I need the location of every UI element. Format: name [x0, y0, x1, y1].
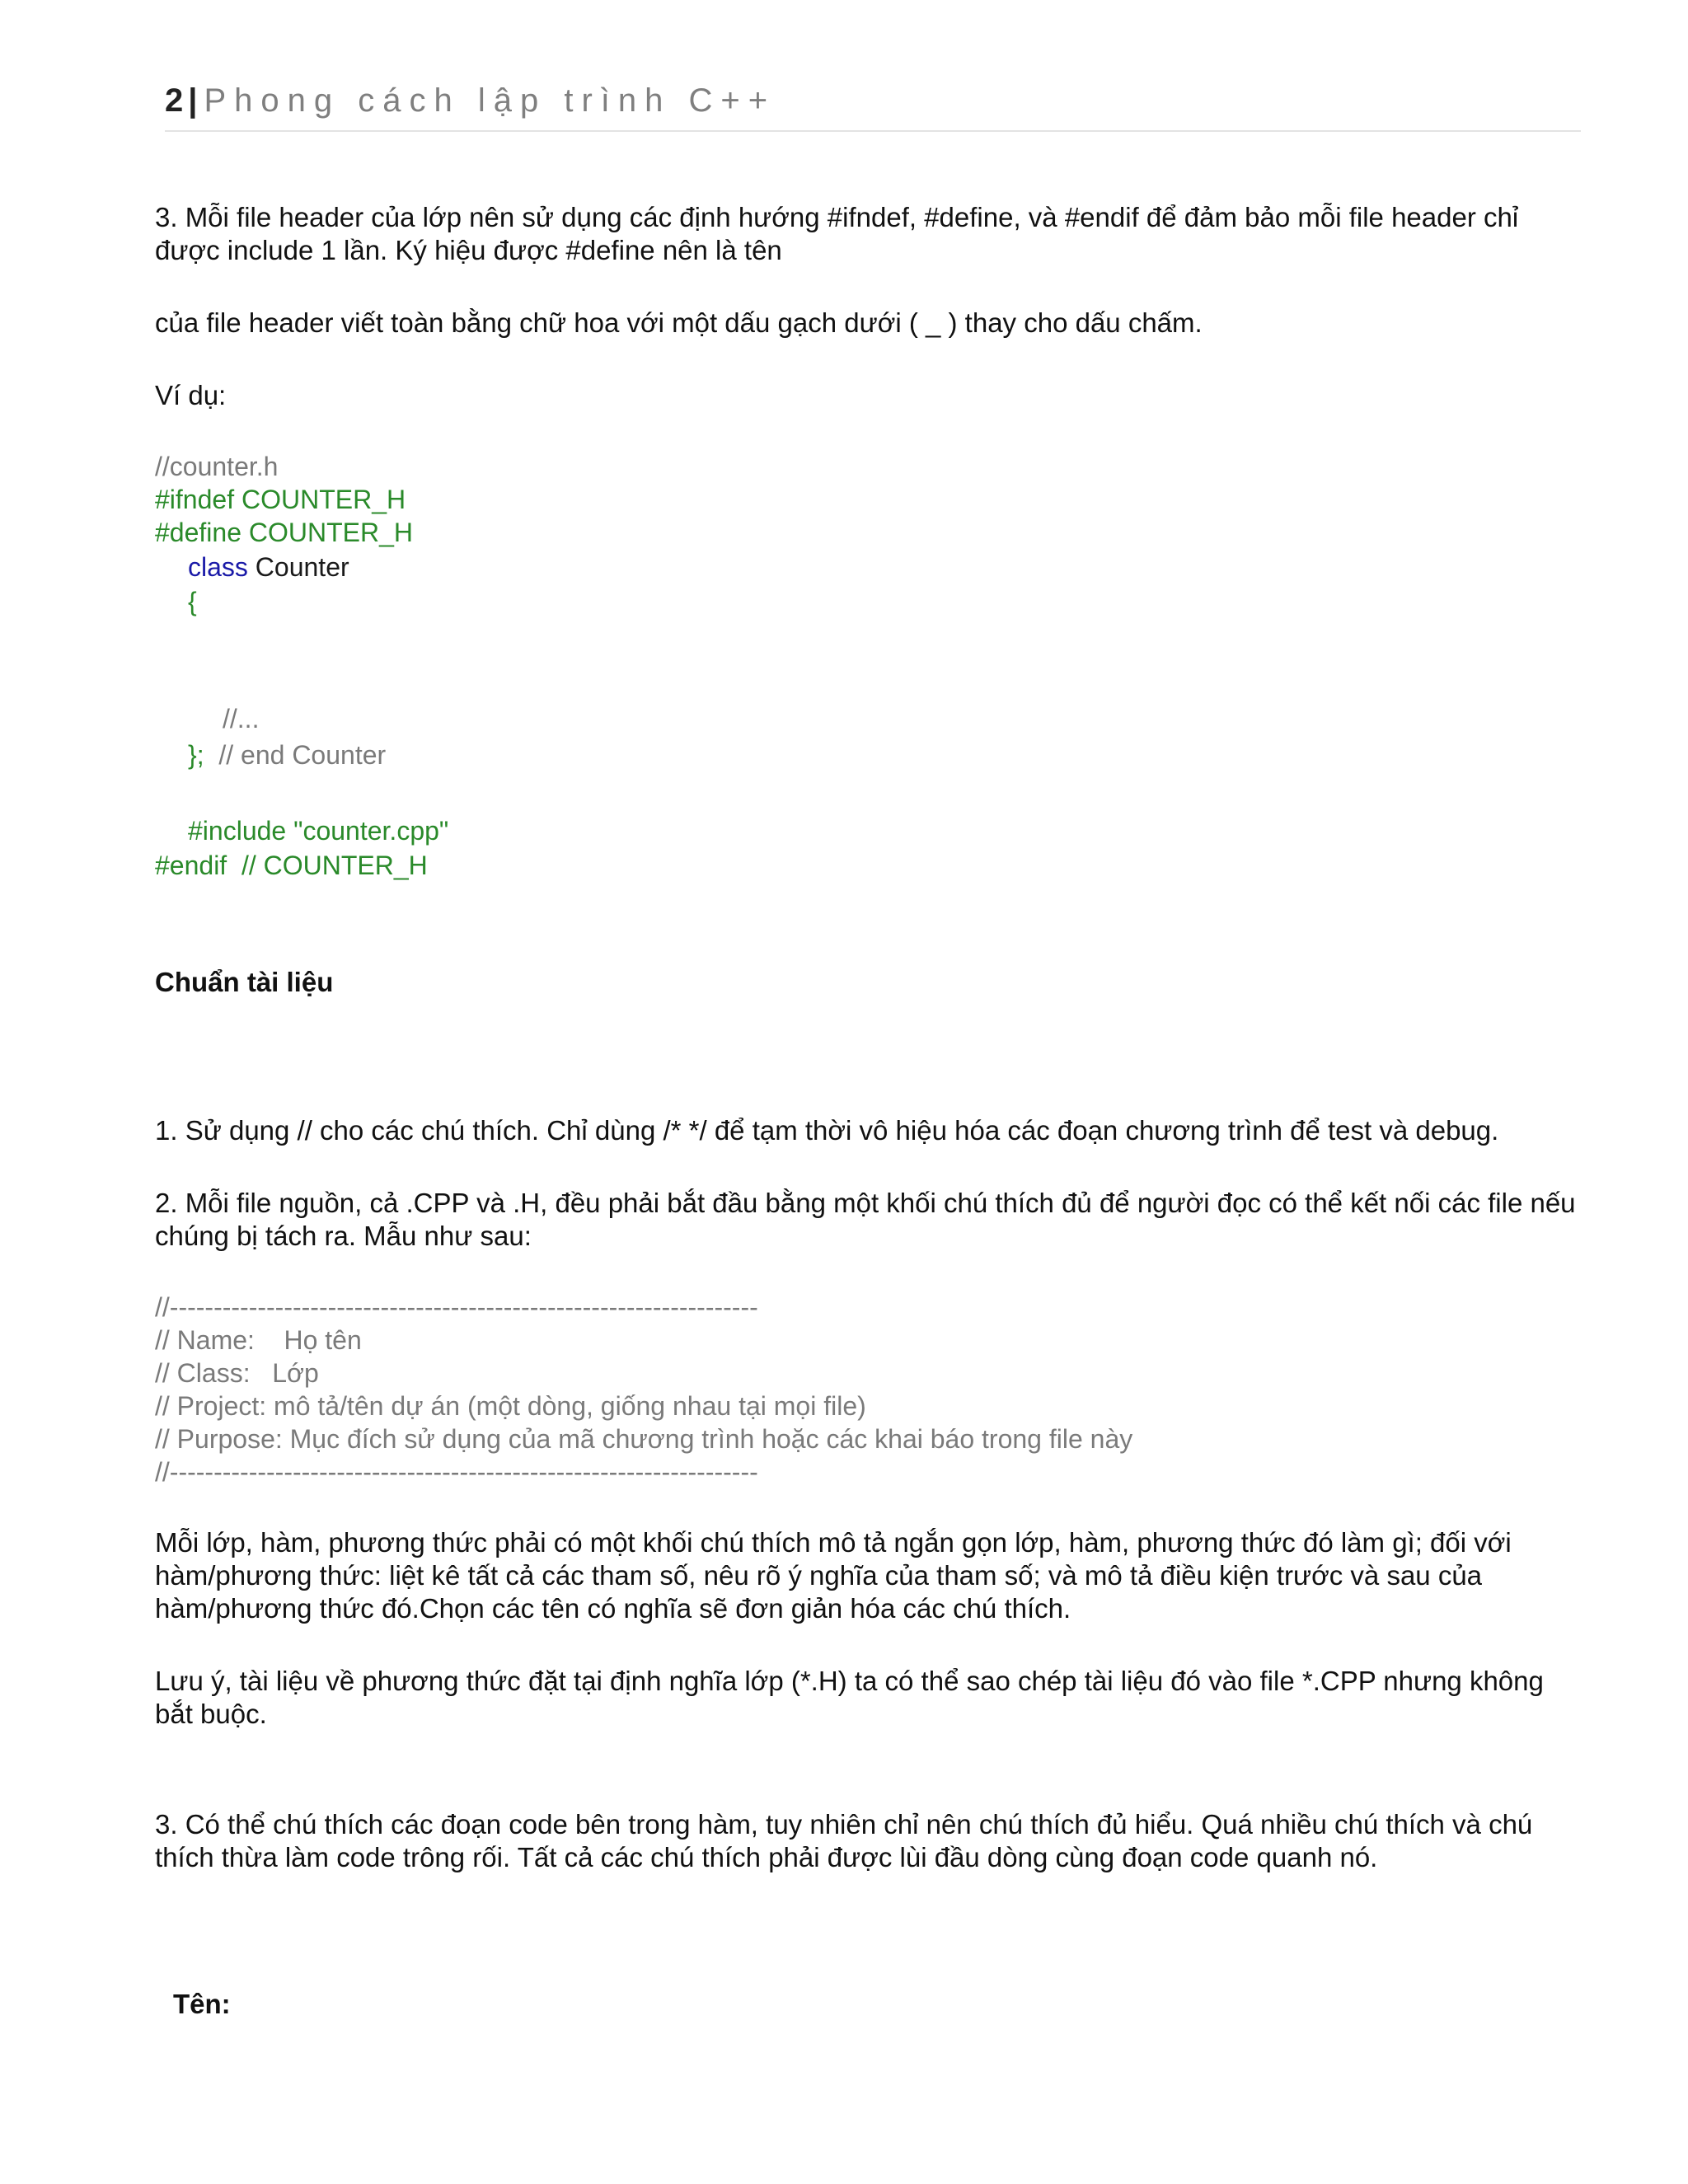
template-purpose-line: // Purpose: Mục đích sử dụng của mã chương trình hoặc các khai báo trong file này [155, 1424, 1133, 1454]
code-line-close-brace [188, 738, 386, 771]
code-line-open-brace: { [188, 587, 197, 616]
item2-line2: chúng bị tách ra. Mẫu như sau: [155, 1221, 532, 1251]
code-line-filename: //counter.h [155, 452, 279, 481]
code-line-ifndef: #ifndef COUNTER_H [155, 485, 406, 514]
code-keyword-class: class [188, 552, 248, 582]
template-project-line: // Project: mô tả/tên dự án (một dòng, giống nhau tại mọi file) [155, 1391, 866, 1421]
code-line-class [188, 551, 349, 583]
code-line-include: #include "counter.cpp" [188, 816, 449, 846]
page-number: 2 [165, 82, 184, 119]
code-line-ellipsis-comment: //... [223, 704, 260, 733]
page-header [165, 82, 1581, 132]
item3-line1: 3. Có thể chú thích các đoạn code bên trong hàm, tuy nhiên chỉ nên chú thích đủ hiểu. Quá nhiều chú thích và chú [155, 1809, 1533, 1840]
code-class-name: Counter [247, 552, 349, 582]
template-rule-bottom: //------------------------------------------------------------------- [155, 1457, 758, 1487]
section-title: Chuẩn tài liệu [155, 967, 334, 997]
para1-line1: 3. Mỗi file header của lớp nên sử dụng các định hướng #ifndef, #define, và #endif để đảm bảo mỗi file header chỉ [155, 202, 1519, 232]
para3-line1: Mỗi lớp, hàm, phương thức phải có một khối chú thích mô tả ngắn gọn lớp, hàm, phương thức đó làm gì; đối với [155, 1527, 1512, 1558]
para4-line2: bắt buộc. [155, 1699, 267, 1729]
header-separator: | [188, 82, 198, 119]
para4-line1: Lưu ý, tài liệu về phương thức đặt tại định nghĩa lớp (*.H) ta có thể sao chép tài liệu đó vào file *.CPP nhưng không [155, 1666, 1544, 1696]
name-label: Tên: [173, 1989, 231, 2019]
template-rule-top: //------------------------------------------------------------------- [155, 1292, 758, 1322]
item1-text: 1. Sử dụng // cho các chú thích. Chỉ dùng /* */ để tạm thời vô hiệu hóa các đoạn chương trình để test và debug. [155, 1115, 1499, 1146]
para1-line2: được include 1 lần. Ký hiệu được #define nên là tên [155, 235, 782, 265]
template-class-line: // Class: Lớp [155, 1358, 319, 1388]
para3-line3: hàm/phương thức đó.Chọn các tên có nghĩa sẽ đơn giản hóa các chú thích. [155, 1593, 1071, 1624]
para1-line3: của file header viết toàn bằng chữ hoa với một dấu gạch dưới ( _ ) thay cho dấu chấm. [155, 307, 1203, 338]
header-title: Phong cách lập trình C++ [204, 82, 776, 119]
example-label: Ví dụ: [155, 380, 227, 410]
code-line-endif: #endif // COUNTER_H [155, 851, 428, 880]
template-name-line: // Name: Họ tên [155, 1325, 362, 1355]
code-close-brace: }; [188, 740, 204, 770]
item3-line2: thích thừa làm code trông rối. Tất cả các chú thích phải được lùi đầu dòng cùng đoạn code quanh nó. [155, 1842, 1378, 1872]
item2-line1: 2. Mỗi file nguồn, cả .CPP và .H, đều phải bắt đầu bằng một khối chú thích đủ để người đọc có thể kết nối các file nếu [155, 1188, 1576, 1218]
code-end-comment: // end Counter [204, 740, 387, 770]
para3-line2: hàm/phương thức: liệt kê tất cả các tham số, nêu rõ ý nghĩa của tham số; và mô tả điều kiện trước và sau của [155, 1560, 1483, 1591]
code-line-define: #define COUNTER_H [155, 518, 413, 547]
